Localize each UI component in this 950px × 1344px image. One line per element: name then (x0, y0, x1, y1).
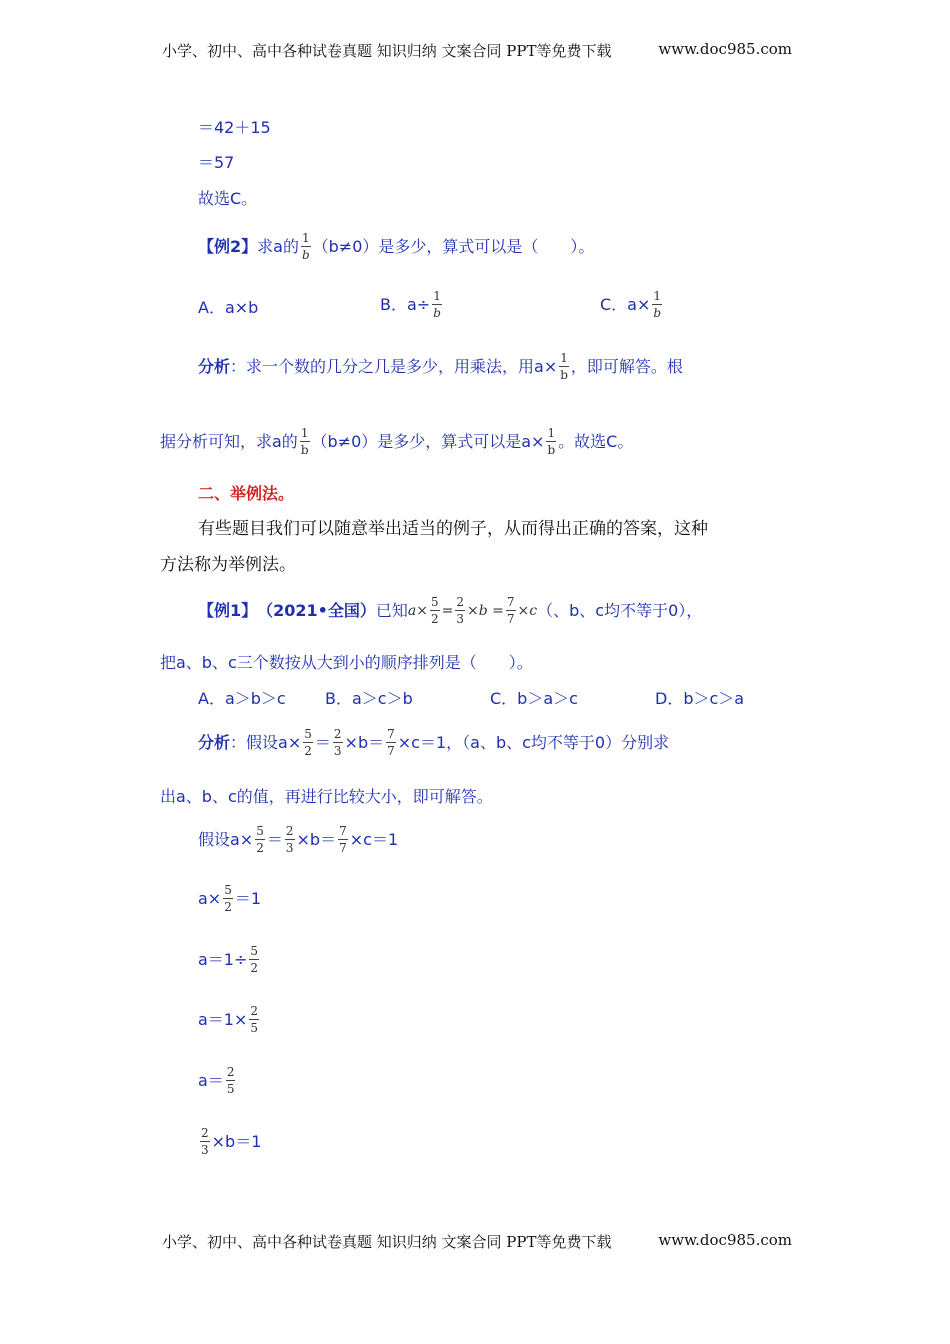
fraction-5-over-2: $\frac{5}{2}$ (224, 883, 232, 914)
example-1-line-2: 把a、b、c三个数按从大到小的顺序排列是（ ）。 (160, 653, 533, 672)
fraction-1-over-b: $\frac{1}{b}$ (300, 426, 309, 457)
intro-line-1: 有些题目我们可以随意举出适当的例子，从而得出正确的答案，这种 (198, 519, 708, 539)
fraction-7-over-7: $\frac{7}{7}$ (339, 824, 347, 855)
fraction-5-over-2: $\frac{5}{2}$ (304, 727, 312, 758)
example-2-question: 【例2】 求a的 $\frac{1}{b}$ （b≠0）是多少，算式可以是（ ）。 (198, 231, 595, 262)
step-4: a＝ $\frac{2}{5}$ (198, 1065, 235, 1096)
fraction-5-over-2: $\frac{5}{2}$ (256, 824, 264, 855)
fraction-5-over-2: $\frac{5}{2}$ (250, 944, 259, 975)
footer-text: 小学、初中、高中各种试卷真题 知识归纳 文案合同 PPT等免费下载 (162, 1233, 612, 1251)
footer-url[interactable]: www.doc985.com (658, 1231, 792, 1249)
example-1-option-a: A．a＞b＞c (198, 689, 286, 708)
suppose-line: 假设a× $\frac{5}{2}$ ＝ $\frac{2}{3}$ ×b＝ $\frac{7}{7}$ ×c＝1 (198, 824, 399, 855)
fraction-2-over-3: $\frac{2}{3}$ (285, 824, 294, 855)
intro-line-2: 方法称为举例法。 (160, 555, 296, 575)
fraction-2-over-5: $\frac{2}{5}$ (250, 1004, 259, 1035)
fraction-1-over-b: $\frac{1}{b}$ (433, 289, 441, 320)
analysis-ex1-line-1: 分析 ：假设a× $\frac{5}{2}$ ＝ $\frac{2}{3}$ ×b＝ $\frac{7}{7}$ ×c＝1，（a、b、c均不等于0）分别求 (198, 727, 670, 758)
example-1-label: 【例1】 (198, 600, 258, 620)
option-b: B．a÷ $\frac{1}{b}$ (380, 289, 441, 320)
fraction-1-over-b: $\frac{1}{b}$ (301, 231, 310, 262)
fraction-1-over-b: $\frac{1}{b}$ (653, 289, 662, 320)
fraction-1-over-b: $\frac{1}{b}$ (560, 351, 568, 382)
step-2: a＝1÷ $\frac{5}{2}$ (198, 944, 259, 975)
fraction-2-over-3: $\frac{2}{3}$ (201, 1126, 209, 1157)
page-header (162, 40, 792, 61)
option-a: A．a×b (198, 298, 259, 317)
page-footer (162, 1231, 792, 1252)
section-2-title: 二、举例法。 (198, 484, 295, 503)
fraction-7-over-7: $\frac{7}{7}$ (387, 727, 395, 758)
fraction-5-over-2: $\frac{5}{2}$ (431, 595, 439, 626)
fraction-1-over-b: $\frac{1}{b}$ (547, 426, 556, 457)
equation-line-2: ＝57 (198, 153, 235, 172)
option-c: C．a× $\frac{1}{b}$ (600, 289, 662, 320)
example-1-option-b: B．a＞c＞b (325, 689, 413, 708)
example-2-label: 【例2】 (198, 236, 258, 256)
example-1-option-d: D．b＞c＞a (655, 689, 745, 708)
analysis-ex1-line-2: 出a、b、c的值，再进行比较大小，即可解答。 (160, 787, 493, 806)
header-url[interactable]: www.doc985.com (658, 40, 792, 58)
fraction-7-over-7: $\frac{7}{7}$ (506, 595, 515, 626)
step-3: a＝1× $\frac{2}{5}$ (198, 1004, 259, 1035)
header-text: 小学、初中、高中各种试卷真题 知识归纳 文案合同 PPT等免费下载 (162, 42, 612, 60)
example-1-question: 【例1】 （2021•全国） 已知 a× $\frac{5}{2}$ = $\frac{2}{3}$ ×b = $\frac{7}{7}$ ×c （、b、c均不等于0）， (198, 595, 703, 626)
step-5: $\frac{2}{3}$ ×b＝1 (201, 1126, 262, 1157)
example-1-option-c: C．b＞a＞c (490, 689, 578, 708)
fraction-2-over-3: $\frac{2}{3}$ (333, 727, 342, 758)
step-1: a× $\frac{5}{2}$ ＝1 (198, 883, 262, 914)
analysis-line-2: 据分析可知，求a的 $\frac{1}{b}$ （b≠0）是多少，算式可以是a× $\frac{1}{b}$ 。故选C。 (160, 426, 634, 457)
choose-c-line: 故选C。 (198, 189, 258, 208)
equation-line-1: ＝42＋15 (198, 118, 271, 137)
fraction-2-over-5: $\frac{2}{5}$ (226, 1065, 235, 1096)
fraction-2-over-3: $\frac{2}{3}$ (456, 595, 465, 626)
analysis-line-1: 分析 ：求一个数的几分之几是多少，用乘法，用a× $\frac{1}{b}$ ，即可解答。根 (198, 351, 683, 382)
